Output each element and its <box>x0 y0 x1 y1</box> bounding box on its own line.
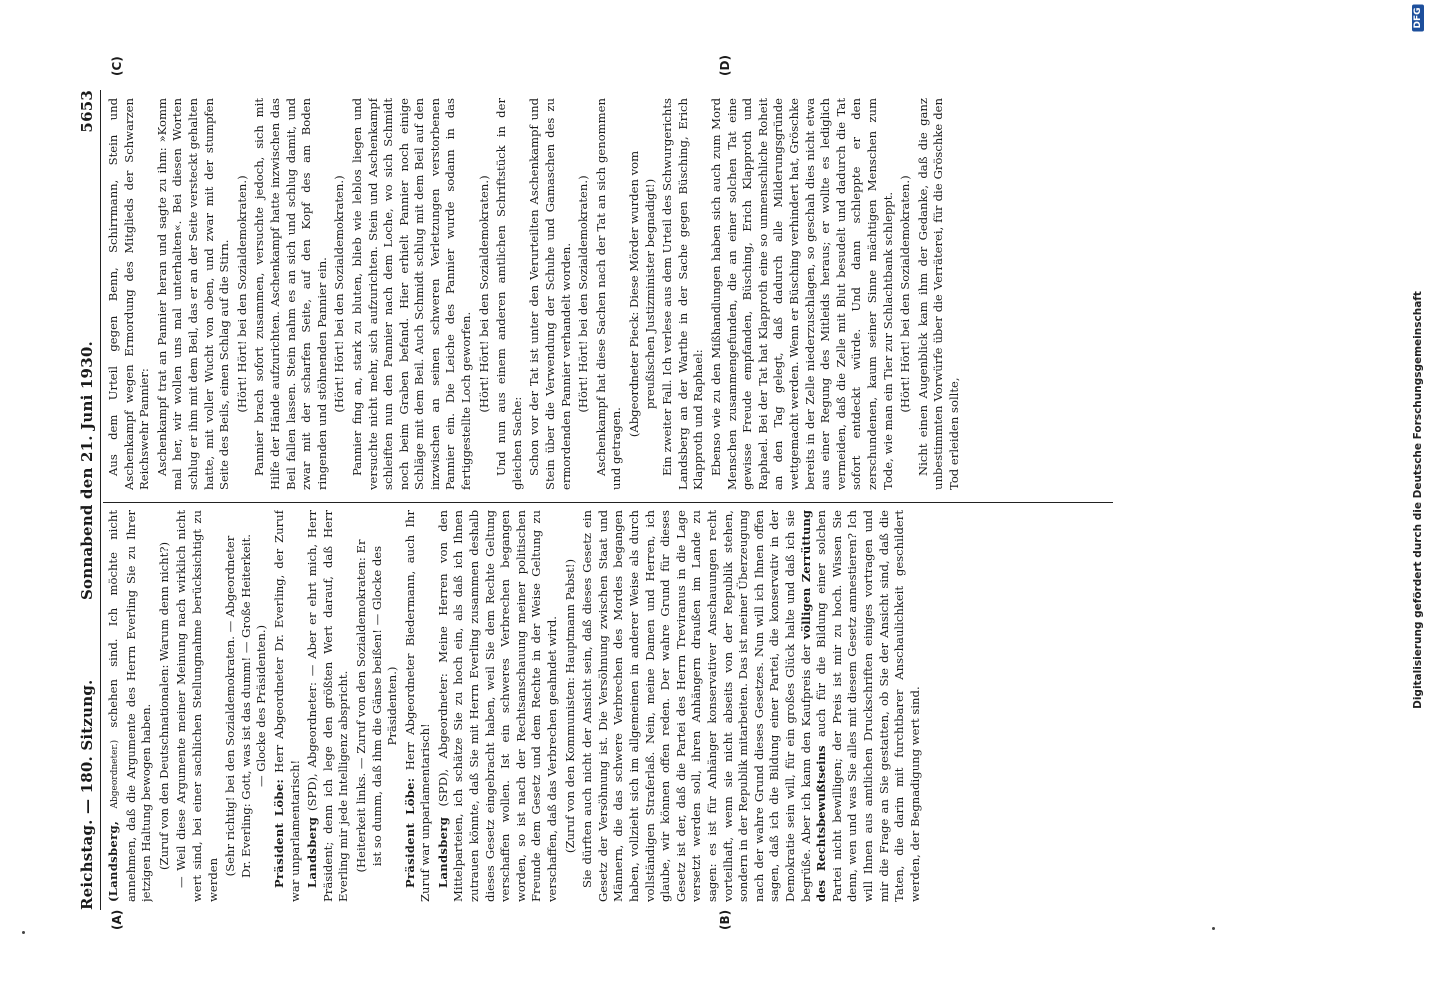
paragraph <box>155 98 233 490</box>
paragraph <box>709 98 896 490</box>
paragraph-text: Sie dürften auch nicht der Ansicht sein, daß dieses Gesetz ein Gesetz der Versöhnung ist. Die Versöhnung zwischen Staat und Männern, die das schwere Verbrechen des Mordes begangen haben, vollzieht sich im allgemeinen in anderer Weise als durch vollständigen Straferlaß. Nein, meine Damen und Herren, ich glaube, wir können offen reden. Der wahre Grund für dieses Gesetz ist der, daß die Partei des Herrn Treviranus in die Lage versetzt werden soll, ihren Anhängern draußen im Lande zu sagen: es ist für Anhänger konservativer Anschauungen recht vorteilhaft, wenn sie nicht abseits von der Republik stehen, sondern in der Republik mitarbeiten. Das ist meiner Überzeugung nach der wahre Grund dieses Gesetzes. Nun will ich Ihnen offen sagen, daß ich die Bildung einer Partei, die konservativ in der Demokratie sein will, für ein großes Glück halte und daß ich sie begrüße. Aber ich kann den Kaufpreis der <box>580 510 813 902</box>
emphasized-text: völligen Zerrüttung des Rechtsbewußtseins <box>798 510 829 902</box>
paragraph-text: Nicht einen Augenblick kam ihm der Gedanke, daß die ganz unbestimmten Vorwürfe über die Verräterei, für die Gröschke den Tod erleiden sollte, <box>915 98 961 490</box>
paragraph-text: Aus dem Urteil gegen Benn, Schirrmann, Stein und Aschenkampf wegen Ermordung des Mitglieds der Schwarzen Reichswehr Pannier: <box>106 98 152 490</box>
margin-marker-d: (D) <box>718 55 732 76</box>
margin-marker-b: (B) <box>718 909 732 930</box>
paragraph <box>594 98 625 490</box>
paragraph-text: Herr Abgeordneter Biedermann, auch Ihr Zuruf war unparlamentarisch! <box>402 510 433 902</box>
header-date: Sonnabend den 21. Juni 1930. <box>78 341 96 600</box>
paragraph-text: auch für die Bildung einer solchen Partei nicht bewilligen; der Preis ist mir zu hoch. Wissen Sie denn, wen und was Sie alles mit diesem Gesetz amnestieren? Ich will Ihnen aus amtlichen Druckschriften einiges vortragen und mir die Frage an Sie gestatten, ob Sie der Ansicht sind, daß die Taten, die darin mit furchtbarer Anschaulichkeit geschildert werden, der Begnadigung wert sind. <box>814 510 922 902</box>
paragraph <box>252 98 330 490</box>
speaker-role: Abgeordneter.) <box>110 739 120 809</box>
digitization-credit: Digitalisierung gefördert durch die Deutsche Forschungsgemeinschaft <box>1412 291 1424 709</box>
page-number: 5653 <box>78 90 96 133</box>
paragraph-text: Und nun aus einem anderen amtlichen Schriftstück in der gleichen Sache: <box>494 98 524 490</box>
paragraph-text: schehen sind. Ich möchte nicht annehmen, daß die Argumente des Herrn Everling Sie zu Ihrer jetzigen Haltung bewogen haben. <box>106 510 154 902</box>
right-column <box>106 98 1116 490</box>
paragraph <box>174 510 221 902</box>
paragraph <box>106 510 155 902</box>
paragraph <box>436 510 561 902</box>
dfg-logo: DFG <box>1412 4 1424 31</box>
interjection: (Abgeordneter Pieck: Diese Mörder wurden vom preußischen Justizminister begnadigt!) <box>627 150 657 438</box>
interjection: (Zuruf von den Deutschnationalen: Warum denn nicht?) <box>156 542 171 871</box>
interjection: (Hört! Hört! bei den Sozialdemokraten.) <box>234 175 249 413</box>
paragraph-text: Pannier brach sofort zusammen, versuchte jedoch, sich mit Hilfe der Hände aufzurichten. Aschenkampf hatte inzwischen das Beil fallen lassen. Stein nahm es an sich und schlug damit, und zwar mit der scharfen Seite, auf den Kopf des am Boden ringenden und stöhnenden Pannier ein. <box>252 98 329 490</box>
interjection: (Heiterkeit links. — Zuruf von den Sozialdemokraten: Er ist so dumm, daß ihm die Gänse beißen! — Glocke des Präsidenten.) <box>353 539 400 873</box>
interjection: (Hört! Hört! bei den Sozialdemokraten.) <box>476 175 491 413</box>
interjection: (Hört! Hört! bei den Sozialdemokraten.) <box>898 175 913 413</box>
scan-speck <box>1212 927 1215 930</box>
paragraph <box>272 510 303 902</box>
left-column <box>106 510 1116 902</box>
paragraph <box>916 98 963 490</box>
speaker-name: Präsident Löbe: <box>402 777 417 888</box>
interjection: (Hört! Hört! bei den Sozialdemokraten.) <box>576 175 591 413</box>
scan-speck <box>22 931 25 934</box>
header-session-title: Reichstag. — 180. Sitzung. <box>78 679 96 910</box>
paragraph <box>580 510 923 902</box>
speaker-name: Landsberg <box>305 816 320 888</box>
paragraph <box>106 98 153 490</box>
margin-marker-c: (C) <box>110 56 124 76</box>
interjection: (Hört! Hört! bei den Sozialdemokraten.) <box>332 175 347 413</box>
paragraph-text: Ebenso wie zu den Mißhandlungen haben sich auch zum Mord Menschen zusammengefunden, die an einer solchen Tat eine gewisse Freude empfanden, Büsching, Erich Klapproth und Raphael. Bei der Tat hat Klapproth eine so unmenschliche Roheit an den Tag gelegt, daß dadurch alle Milderungsgründe wettgemacht werden. Wenn er Büsching verhindert hat, Gröschke bereits in der Zelle niederzuschlagen, so geschah dies nicht etwa aus einer Regung des Mitleids heraus; er wollte es lediglich vermeiden, daß die Zelle mit Blut besudelt und dadurch die Tat sofort entdeckt würde. Und dann schleppte er den zerschundenen, kaum seiner Sinne mächtigen Menschen zum Tode, wie man ein Tier zur Schlachtbank schleppt. <box>708 98 895 490</box>
paragraph-text: Herr Abgeordneter Dr. Everling, der Zuruf war unparlamentarisch! <box>271 510 302 902</box>
paragraph <box>350 98 475 490</box>
column-divider <box>103 502 1113 503</box>
paragraph-text: Ein zweiter Fall. Ich verlese aus dem Urteil des Schwurgerichts Landsberg an der Warthe in der Sache gegen Büsching, Erich Klapproth und Raphael: <box>660 98 706 490</box>
paragraph <box>527 98 574 490</box>
speaker-name: Präsident Löbe: <box>271 778 286 888</box>
paragraph-text: Schon vor der Tat ist unter den Verurteilten Aschenkampf und Stein über die Verwendung der Schuhe und Gamaschen des zu ermordenden Pannier verhandelt worden. <box>527 98 573 490</box>
speaker-name: Landsberg <box>435 816 450 888</box>
paragraph <box>403 510 434 902</box>
paragraph-text: Aschenkampf hat diese Sachen nach der Tat an sich genommen und getragen. <box>593 98 624 490</box>
paragraph <box>660 98 707 490</box>
page-header <box>78 90 100 910</box>
margin-marker-a: (A) <box>110 909 124 930</box>
interjection: (Zuruf von den Kommunisten: Hauptmann Pabst!) <box>562 558 577 854</box>
interjection: (Sehr richtig! bei den Sozialdemokraten. — Abgeordneter Dr. Everling: Gott, was ist das dumm! — Große Heiterkeit. — Glocke des Präsidenten.) <box>223 534 269 878</box>
paragraph <box>494 98 525 490</box>
paragraph-text: (SPD), Abgeordneter: — Aber er ehrt mich, Herr Präsident; denn ich lege den größten Wert darauf, daß Herr Everling mir jede Intelligenz abspricht. <box>305 510 351 902</box>
speaker-name: (Landsberg, <box>106 820 120 902</box>
paragraph <box>305 510 352 902</box>
paragraph-text: (SPD), Abgeordneter: Meine Herren von den Mittelparteien, ich schätze Sie zu hoch ein, als daß ich Ihnen zutrauen könnte, daß Sie mit Herrn Everling zusammen deshalb dieses Gesetz eingebracht haben, weil Sie dem Rechte Geltung verschaffen wollen. Ist ein schweres Verbrechen begangen worden, so ist nach der Rechtsanschauung meiner politischen Freunde dem Gesetz und dem Rechte in der Weise Geltung zu verschaffen, daß das Verbrechen geahndet wird. <box>435 510 560 902</box>
paragraph-text: Aschenkampf trat an Pannier heran und sagte zu ihm: »Komm mal her, wir wollen uns mal unterhalten«. Bei diesen Worten schlug er ihm mit dem Beil, das er an der Seite versteckt gehalten hatte, mit voller Wucht von oben, und zwar mit der stumpfen Seite des Beils, einen Schlag auf die Stirn. <box>154 98 232 490</box>
header-rule <box>100 90 101 910</box>
paragraph-text: Pannier fing an, stark zu bluten, blieb wie leblos liegen und versuchte nicht mehr, sich aufzurichten. Stein und Aschenkampf schleiften nun den Pannier nach dem Loche, wo sich Schmidt noch beim Graben befand. Hier erhielt Pannier noch einige Schläge mit dem Beil. Auch Schmidt schlug mit dem Beil auf den inzwischen an seinen schweren Verletzungen verstorbenen Pannier ein. Die Leiche des Pannier wurde sodann in das fertiggestellte Loch geworfen. <box>349 98 474 490</box>
paragraph-text: — Weil diese Argumente meiner Meinung nach wirklich nicht wert sind, bei einer sachlichen Stellungnahme berücksichtigt zu werden <box>174 510 220 902</box>
